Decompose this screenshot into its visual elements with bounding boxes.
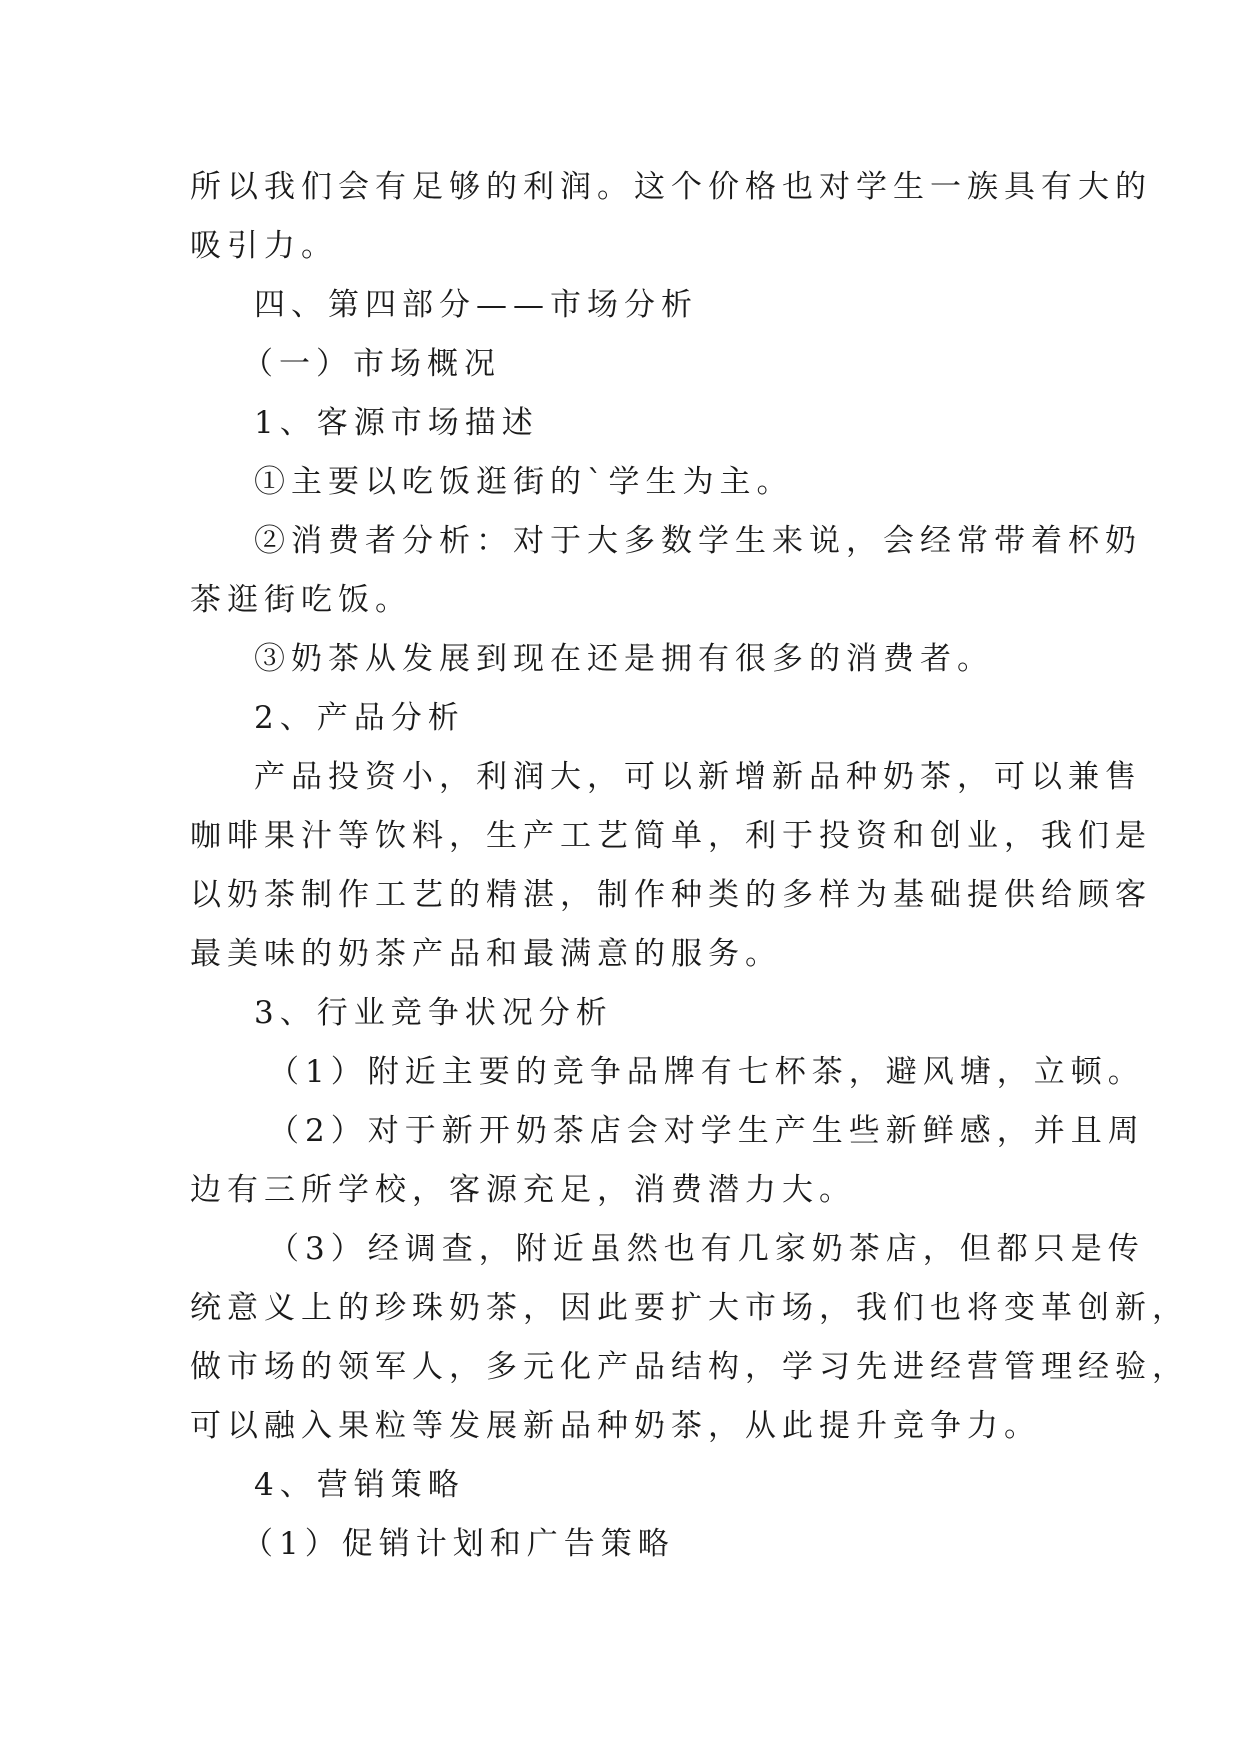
body-text-line: ③奶茶从发展到现在还是拥有很多的消费者。 (254, 641, 994, 677)
body-text-line: （2）对于新开奶茶店会对学生产生些新鲜感，并且周 (268, 1113, 1145, 1149)
body-text-line: 产品投资小，利润大，可以新增新品种奶茶，可以兼售 (254, 759, 1142, 795)
body-text-line: 以奶茶制作工艺的精湛，制作种类的多样为基础提供给顾客 (190, 877, 1152, 913)
subsection-heading: （1）促销计划和广告策略 (242, 1526, 675, 1562)
body-text-line: 咖啡果汁等饮料，生产工艺简单，利于投资和创业，我们是 (190, 818, 1152, 854)
body-text-line: ①主要以吃饭逛街的`学生为主。 (254, 464, 794, 500)
body-text-line: 边有三所学校，客源充足，消费潜力大。 (190, 1172, 856, 1208)
body-text-line: 所以我们会有足够的利润。这个价格也对学生一族具有大的 (190, 169, 1152, 205)
body-text-line: 最美味的奶茶产品和最满意的服务。 (190, 936, 782, 972)
body-text-line: 做市场的领军人，多元化产品结构，学习先进经营管理经验， (190, 1349, 1189, 1385)
item-heading: 4、营销策略 (254, 1467, 465, 1503)
body-text-line: ②消费者分析：对于大多数学生来说，会经常带着杯奶 (254, 523, 1142, 559)
body-text-line: （1）附近主要的竞争品牌有七杯茶，避风塘，立顿。 (268, 1054, 1145, 1090)
section-heading: 四、第四部分——市场分析 (254, 287, 698, 323)
body-text-line: 茶逛街吃饭。 (190, 582, 412, 618)
subsection-heading: （一）市场概况 (242, 346, 501, 382)
body-text-line: （3）经调查，附近虽然也有几家奶茶店，但都只是传 (268, 1231, 1145, 1267)
body-text-line: 统意义上的珍珠奶茶，因此要扩大市场，我们也将变革创新， (190, 1290, 1189, 1326)
body-text-line: 吸引力。 (190, 228, 338, 264)
item-heading: 3、行业竞争状况分析 (254, 995, 613, 1031)
document-page (190, 158, 1189, 1574)
body-text-line: 可以融入果粒等发展新品种奶茶，从此提升竞争力。 (190, 1408, 1041, 1444)
item-heading: 2、产品分析 (254, 700, 465, 736)
item-heading: 1、客源市场描述 (254, 405, 539, 441)
